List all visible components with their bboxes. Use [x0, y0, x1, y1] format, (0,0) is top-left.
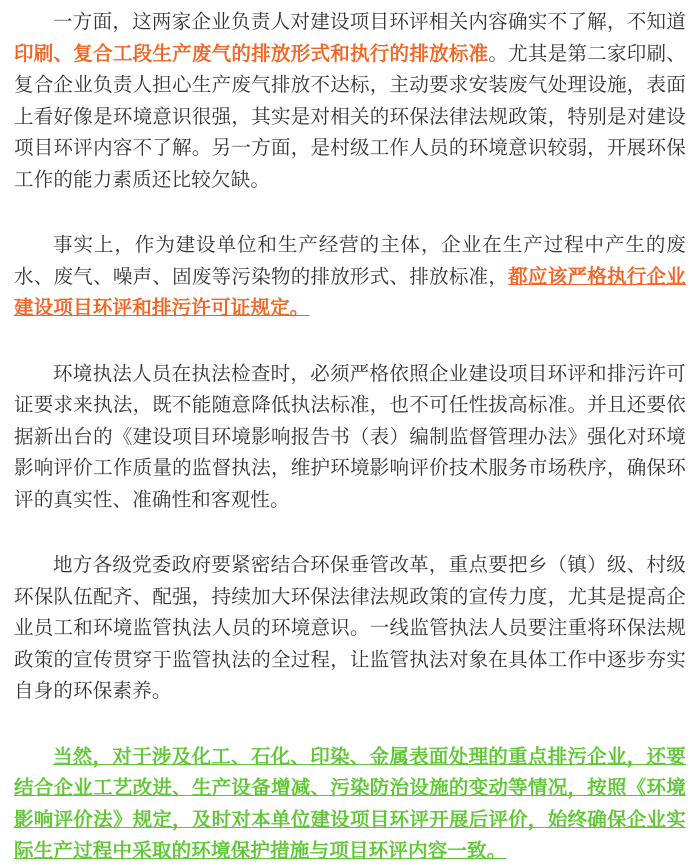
paragraph-3-text: 环境执法人员在执法检查时，必须严格依照企业建设项目环评和排污许可证要求来执法，既不能随意降低执法标准，也不可任性拔高标准。并且还要依据新出台的《建设项目环境影响报告书（表）编制监督管理办法》强化对环境影响评价工作质量的监督执法，维护环境影响评价技术服务市场秩序，确保环评的真实性、准确性和客观性。	[14, 361, 686, 511]
paragraph-1-text-end: 。尤其是第二家印刷、复合企业负责人担心生产废气排放不达标，主动要求安装废气处理设施，表面上看好像是环境意识很强，其实是对相关的环保法律法规政策，特别是对建设项目环评内容不了解。另一方面，是村级工作人员的环境意识较弱，开展环保工作的能力素质还比较欠缺。	[14, 41, 686, 191]
article-body	[14, 6, 686, 867]
paragraph-2-highlight: 都应该严格执行企业建设项目环评和排污许可证规定。	[14, 264, 686, 319]
paragraph-5	[14, 741, 686, 867]
paragraph-1-highlight: 印刷、复合工段生产废气的排放形式和执行的排放标准	[14, 41, 489, 65]
paragraph-4-text: 地方各级党委政府要紧密结合环保垂管改革，重点要把乡（镇）级、村级环保队伍配齐、配强，持续加大环保法律法规政策的宣传力度，尤其是提高企业员工和环境监管执法人员的环境意识。一线监管执法人员要注重将环保法规政策的宣传贯穿于监管执法的全过程，让监管执法对象在具体工作中逐步夯实自身的环保素养。	[14, 553, 686, 702]
paragraph-3	[14, 358, 686, 516]
paragraph-2-text-start: 事实上，作为建设单位和生产经营的主体，企业在生产过程中产生的废水、废气、噪声、固废等污染物的排放形式、排放标准，	[14, 233, 686, 288]
paragraph-1-text-start: 一方面，这两家企业负责人对建设项目环评相关内容确实不了解，不知道	[53, 10, 686, 33]
paragraph-2	[14, 229, 686, 324]
paragraph-4	[14, 549, 686, 707]
paragraph-5-highlight: 当然，对于涉及化工、石化、印染、金属表面处理的重点排污企业，还要结合企业工艺改进、生产设备增减、污染防治设施的变动等情况，按照《环境影响评价法》规定，及时对本单位建设项目环评开展后评价，始终确保企业实际生产过程中采取的环境保护措施与项目环评内容一致。	[14, 744, 686, 862]
paragraph-1	[14, 6, 686, 195]
